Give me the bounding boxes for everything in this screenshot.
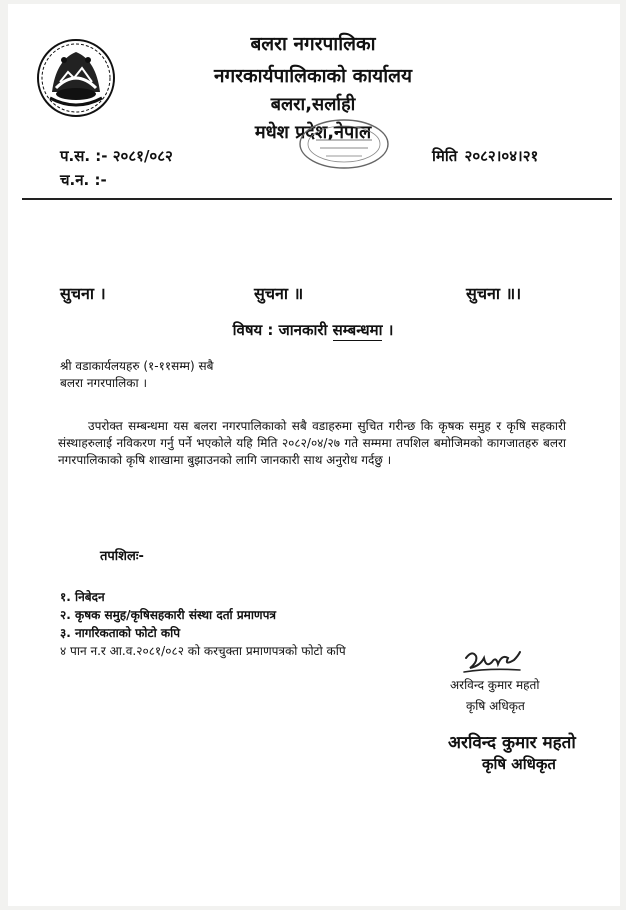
attachment-item: १. निबेदन (60, 590, 105, 604)
signatory-name: अरविन्द कुमार महतो (450, 678, 540, 692)
date-value: २०८२।०४।२१ (464, 147, 539, 165)
office-stamp-seal (296, 116, 392, 172)
recipient-line-2: बलरा नगरपालिका । (60, 376, 147, 390)
body-paragraph: उपरोक्त सम्बन्धमा यस बलरा नगरपालिकाको सबै वडाहरुमा सुचित गरीन्छ कि कृषक समुह र कृषि सहकारी संस्थाहरुलाई नविकरण गर्नु पर्ने भएकोले यहि मिति २०८२/०४/२७ गते सम्ममा तपशिल बमोजिमको कागजातहरु बलरा नगरपालिकाको कृषि शाखामा बुझाउनको लागि जानकारी साथ अनुरोध गर्दछु । (58, 419, 566, 467)
dispatch-number-label: च.न. :- (60, 171, 107, 189)
subject-label: विषय : जानकारी (232, 321, 328, 339)
header-province-country: मधेश प्रदेश,नेपाल (254, 122, 372, 143)
subject-underlined: सम्बन्धमा (332, 321, 383, 339)
subject-line (0, 320, 626, 340)
attachments-heading: तपशिलः- (100, 549, 144, 564)
date-label: मिति (432, 147, 458, 165)
letter-date (432, 146, 540, 166)
attachment-item: ४ पान न.र आ.व.२०८१/०८२ को करचुक्ता प्रमाणपत्रको फोटो कपि (60, 644, 346, 658)
handwritten-signature (462, 648, 524, 678)
reference-label: प.स. :- (60, 147, 108, 165)
header-municipality-name: बलरा नगरपालिका (250, 33, 376, 55)
signatory-designation-stamp: कृषि अधिकृत (482, 755, 556, 773)
header-office-name: नगरकार्यपालिकाको कार्यालय (213, 65, 413, 87)
reference-value: २०८१/०८२ (112, 147, 173, 165)
notice-heading-left: सुचना । (60, 284, 106, 303)
notice-heading-center: सुचना ॥ (254, 284, 304, 303)
header-divider (22, 198, 612, 200)
reference-number (60, 146, 173, 166)
signatory-designation: कृषि अधिकृत (466, 699, 525, 713)
signatory-name-stamp: अरविन्द कुमार महतो (448, 733, 576, 753)
notice-heading-right: सुचना ॥। (466, 284, 522, 303)
subject-end: । (382, 321, 394, 339)
recipient-line-1: श्री वडाकार्यलयहरु (१-११सम्म) सबै (60, 359, 214, 373)
header-location: बलरा,सर्लाही (270, 94, 356, 115)
attachment-item: ३. नागरिकताको फोटो कपि (60, 626, 181, 640)
attachment-item: २. कृषक समुह/कृषिसहकारी संस्था दर्ता प्रमाणपत्र (60, 608, 277, 622)
